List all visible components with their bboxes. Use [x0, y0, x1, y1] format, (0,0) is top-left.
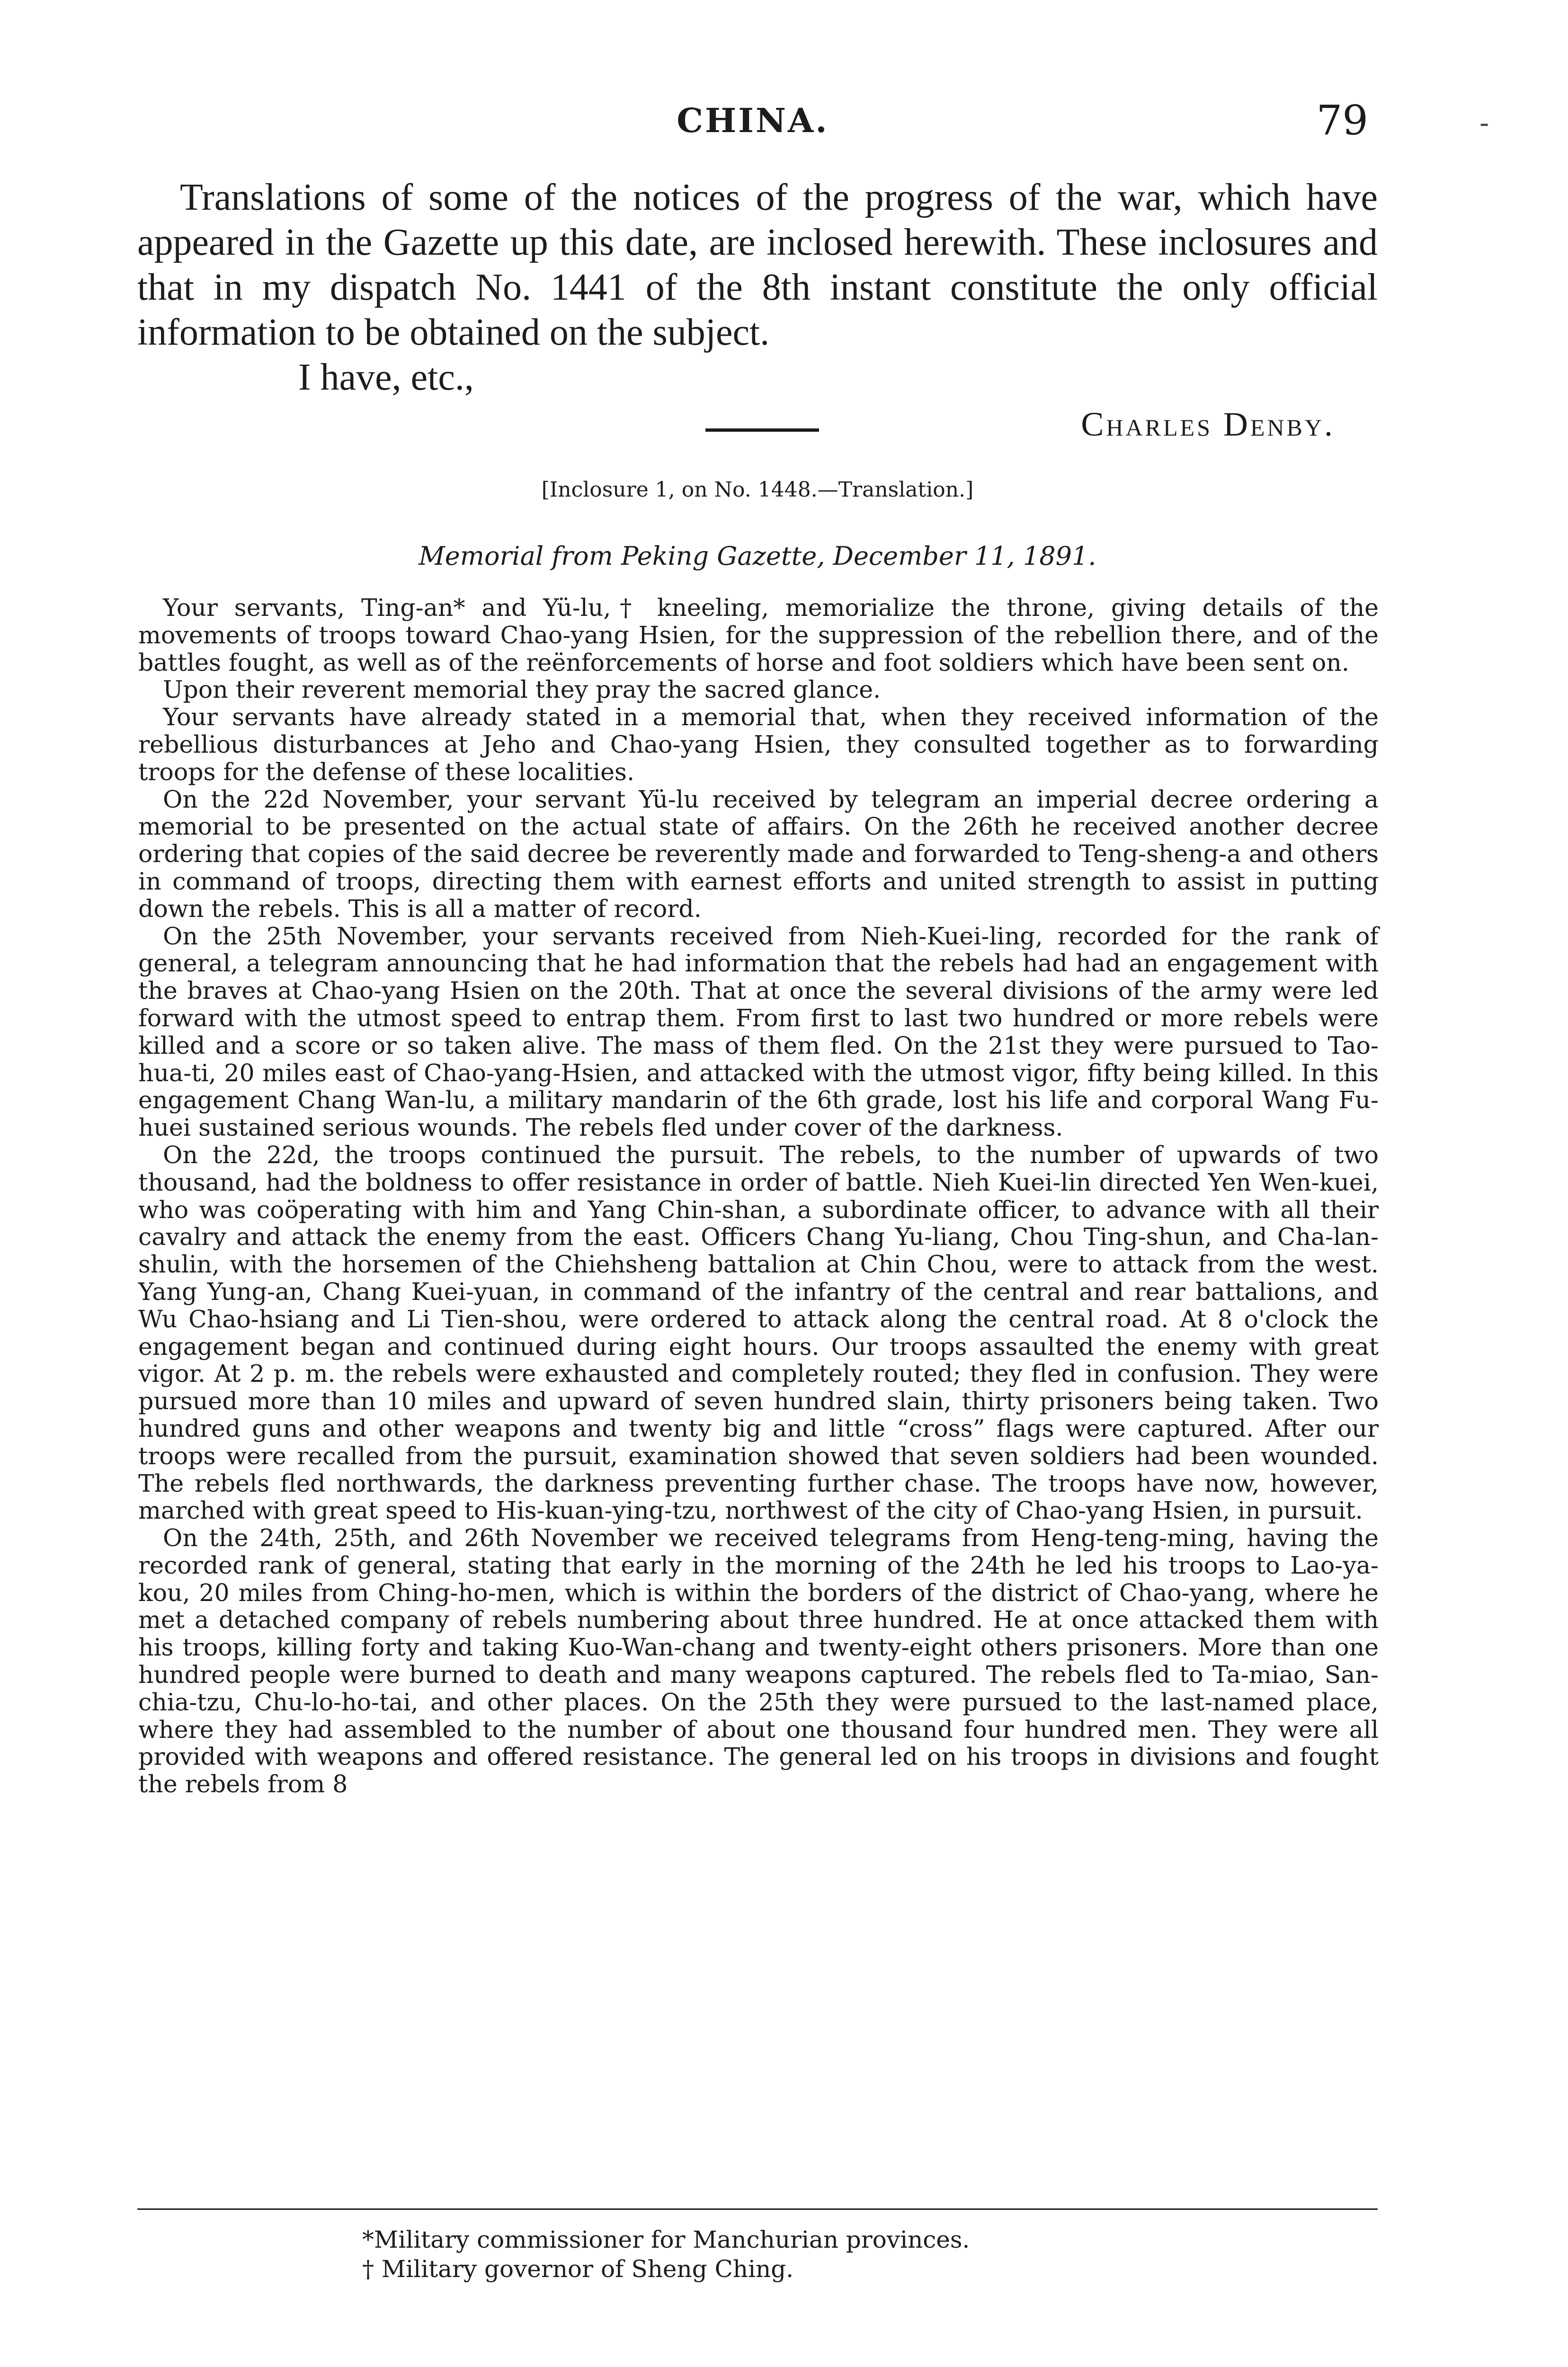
memorial-paragraph: On the 24th, 25th, and 26th November we received telegrams from Heng-teng-ming, having the recorded rank of general, stating that early in the morning of the 24th he led his troops to Lao-ya-kou, 20 miles from Ching-ho-men, which is within the borders of the district of Chao-yang, where he met a detached company of rebels numbering about three hundred. He at once attacked them with his troops, killing forty and taking Kuo-Wan-chang and twenty-eight others prisoners. More than one hundred people were burned to death and many weapons captured. The rebels fled to Ta-miao, San-chia-tzu, Chu-lo-ho-tai, and other places. On the 25th they were pursued to the last-named place, where they had assembled to the number of about one thousand four hundred men. They were all provided with weapons and offered resistance. The general led on his troops in divisions and fought the rebels from 8 — [138, 1524, 1379, 1798]
running-title: CHINA. — [677, 101, 829, 140]
footnote-rule — [137, 2208, 1378, 2210]
cover-letter — [137, 175, 1378, 447]
page-number: 79 — [1316, 97, 1368, 144]
footnote: *Military commissioner for Manchurian provinces. — [362, 2226, 970, 2253]
cover-letter-paragraph: Translations of some of the notices of the progress of the war, which have appeared in the Gazette up this date, are inclosed herewith. These inclosures and that in my dispatch No. 1441 of the 8th instant constitute the only official information to be obtained on the subject. — [137, 177, 1378, 353]
footnotes — [362, 2225, 1309, 2284]
memorial-paragraph: On the 22d November, your servant Yü-lu received by telegram an imperial decree ordering a memorial to be presented on the actual state of affairs. On the 26th he received another decree ordering that copies of the said decree be reverently made and forwarded to Teng-sheng-a and others in command of troops, directing them with earnest efforts and united strength to assist in putting down the rebels. This is all a matter of record. — [138, 785, 1379, 923]
inclosure-caption: [Inclosure 1, on No. 1448.—Translation.] — [541, 478, 974, 502]
memorial-paragraph: On the 25th November, your servants received from Nieh-Kuei-ling, recorded for the rank of general, a telegram announcing that he had information that the rebels had had an engagement with the braves at Chao-yang Hsien on the 20th. That at once the several divisions of the army were led forward with the utmost speed to entrap them. From first to last two hundred or more rebels were killed and a score or so taken alive. The mass of them fled. On the 21st they were pursued to Tao-hua-ti, 20 miles east of Chao-yang-Hsien, and attacked with the utmost vigor, fifty being killed. In this engagement Chang Wan-lu, a military mandarin of the 6th grade, lost his life and corporal Wang Fu-huei sustained serious wounds. The rebels fled under cover of the darkness. — [138, 922, 1379, 1142]
stray-dash-mark: - — [1479, 107, 1489, 140]
memorial-paragraph: Your servants, Ting-an* and Yü-lu,† kneeling, memorialize the throne, giving details of the movements of troops toward Chao-yang Hsien, for the suppression of the rebellion there, and of the battles fought, as well as of the reënforcements of horse and foot soldiers which have been sent on. — [138, 594, 1379, 676]
signature: Charles Denby. — [1081, 405, 1335, 443]
section-divider — [705, 428, 819, 432]
running-head — [137, 95, 1368, 147]
footnote: † Military governor of Sheng Ching. — [362, 2255, 794, 2283]
closing-line: I have, etc., — [298, 356, 474, 398]
memorial-paragraph: Your servants have already stated in a memorial that, when they received information of the rebellious disturbances at Jeho and Chao-yang Hsien, they consulted together as to forwarding troops for the defense of these localities. — [138, 703, 1379, 786]
memorial-body — [138, 594, 1379, 1798]
memorial-title: Memorial from Peking Gazette, December 11, 1891. — [419, 541, 1096, 571]
memorial-paragraph: Upon their reverent memorial they pray the sacred glance. — [163, 676, 881, 704]
memorial-paragraph: On the 22d, the troops continued the pursuit. The rebels, to the number of upwards of two thousand, had the boldness to offer resistance in order of battle. Nieh Kuei-lin directed Yen Wen-kuei, who was coöperating with him and Yang Chin-shan, a subordinate officer, to advance with all their cavalry and attack the enemy from the east. Officers Chang Yu-liang, Chou Ting-shun, and Cha-lan-shulin, with the horsemen of the Chiehsheng battalion at Chin Chou, were to attack from the west. Yang Yung-an, Chang Kuei-yuan, in command of the infantry of the central and rear battalions, and Wu Chao-hsiang and Li Tien-shou, were ordered to attack along the central road. At 8 o'clock the engagement began and continued during eight hours. Our troops assaulted the enemy with great vigor. At 2 p. m. the rebels were exhausted and completely routed; they fled in confusion. They were pursued more than 10 miles and upward of seven hundred slain, thirty prisoners being taken. Two hundred guns and other weapons and twenty big and little “cross” flags were captured. After our troops were recalled from the pursuit, examination showed that seven soldiers had been wounded. The rebels fled northwards, the darkness preventing further chase. The troops have now, however, marched with great speed to His-kuan-ying-tzu, northwest of the city of Chao-yang Hsien, in pursuit. — [138, 1140, 1379, 1525]
